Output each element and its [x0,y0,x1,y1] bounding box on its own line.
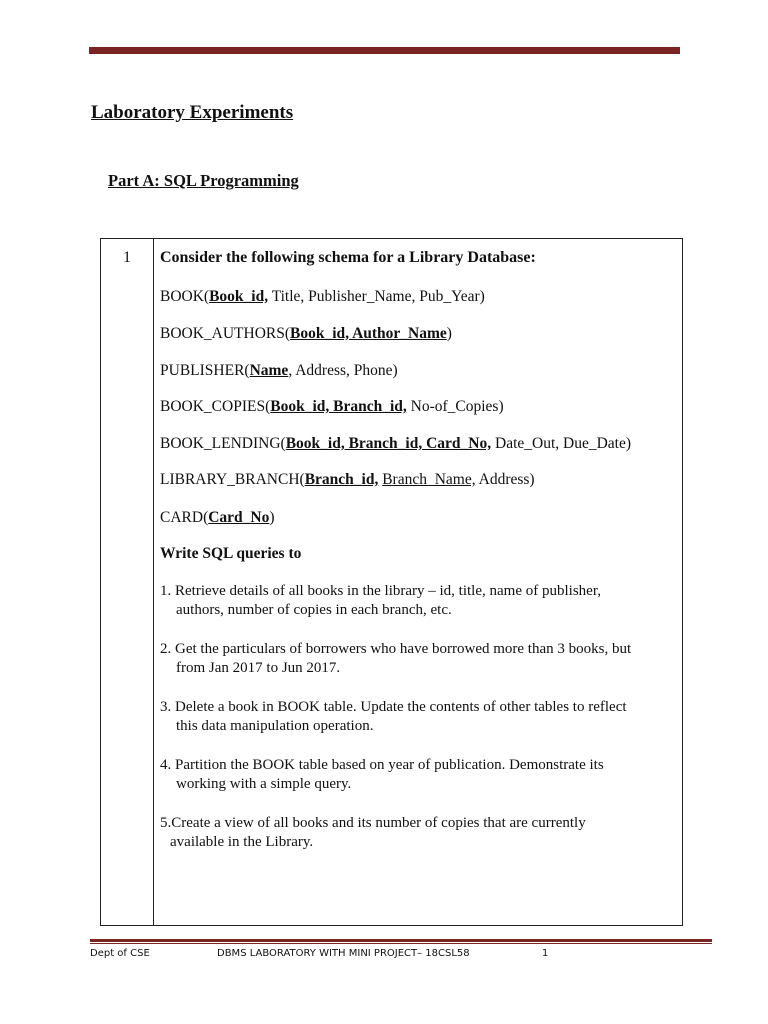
schema-book-authors-rest: ) [446,325,452,342]
schema-book-key: Book_id, [209,288,269,305]
schema-intro: Consider the following schema for a Library Database: [160,249,536,266]
query-text-continued: this data manipulation operation. [176,718,374,734]
footer-course: DBMS LABORATORY WITH MINI PROJECT– 18CSL58 [217,948,470,959]
schema-book-name: BOOK( [160,288,210,305]
query-text-continued: working with a simple query. [176,776,352,792]
experiment-table [100,238,683,926]
query-text: 5.Create a view of all books and its number of copies that are currently [160,815,586,831]
query-text-continued: authors, number of copies in each branch, etc. [176,602,452,618]
query-text: 3. Delete a book in BOOK table. Update the contents of other tables to reflect [160,699,627,715]
schema-book-copies-key: Book_id, Branch_id, [270,398,407,415]
schema-book-lending-rest: Date_Out, Due_Date) [491,435,632,452]
schema-library-branch-mid: Branch_Name, [382,471,476,488]
part-title: Part A: SQL Programming [108,171,299,190]
page-heading: Laboratory Experiments [91,102,294,123]
schema-publisher-name: PUBLISHER( [160,362,250,379]
query-text-continued: available in the Library. [170,834,314,850]
header-rule [89,47,680,54]
schema-book-lending-key: Book_id, Branch_id, Card_No, [285,435,492,452]
schema-book-authors-name: BOOK_AUTHORS( [160,325,291,342]
schema-card [160,509,275,527]
query-item [160,756,680,794]
query-item [160,640,680,678]
schema-library-branch [160,471,535,489]
footer-dept: Dept of CSE [90,948,150,959]
query-text: 4. Partition the BOOK table based on year of publication. Demonstrate its [160,757,604,773]
footer-rule [90,939,712,942]
query-item [160,582,680,620]
schema-library-branch-name: LIBRARY_BRANCH( [160,471,305,488]
footer-rule-thin [90,943,712,944]
schema-library-branch-key: Branch_id, [304,471,379,488]
footer-page-number: 1 [542,948,549,959]
experiment-number: 1 [123,249,131,266]
schema-book-rest: Title, Publisher_Name, Pub_Year) [268,288,485,305]
schema-book-lending-name: BOOK_LENDING( [160,435,286,452]
schema-book-copies-rest: No-of_Copies) [406,398,504,415]
schema-book-copies [160,398,504,416]
schema-card-name: CARD( [160,509,209,526]
query-text: 1. Retrieve details of all books in the library – id, title, name of publisher, [160,583,601,599]
schema-book-lending [160,435,631,453]
schema-publisher-key: Name [249,362,289,379]
query-item [160,814,680,852]
column-divider [153,239,154,925]
query-text: 2. Get the particulars of borrowers who have borrowed more than 3 books, but [160,641,632,657]
task-heading: Write SQL queries to [160,545,302,562]
schema-library-branch-rest: Address) [475,471,535,488]
schema-book [160,288,485,306]
schema-book-authors [160,325,452,343]
schema-book-authors-key: Book_id, Author_Name [290,325,447,342]
query-text-continued: from Jan 2017 to Jun 2017. [176,660,341,676]
schema-publisher [160,362,398,380]
schema-card-key: Card_No [208,509,270,526]
query-item [160,698,680,736]
schema-book-copies-name: BOOK_COPIES( [160,398,271,415]
schema-card-rest: ) [269,509,275,526]
schema-publisher-rest: , Address, Phone) [288,362,398,379]
